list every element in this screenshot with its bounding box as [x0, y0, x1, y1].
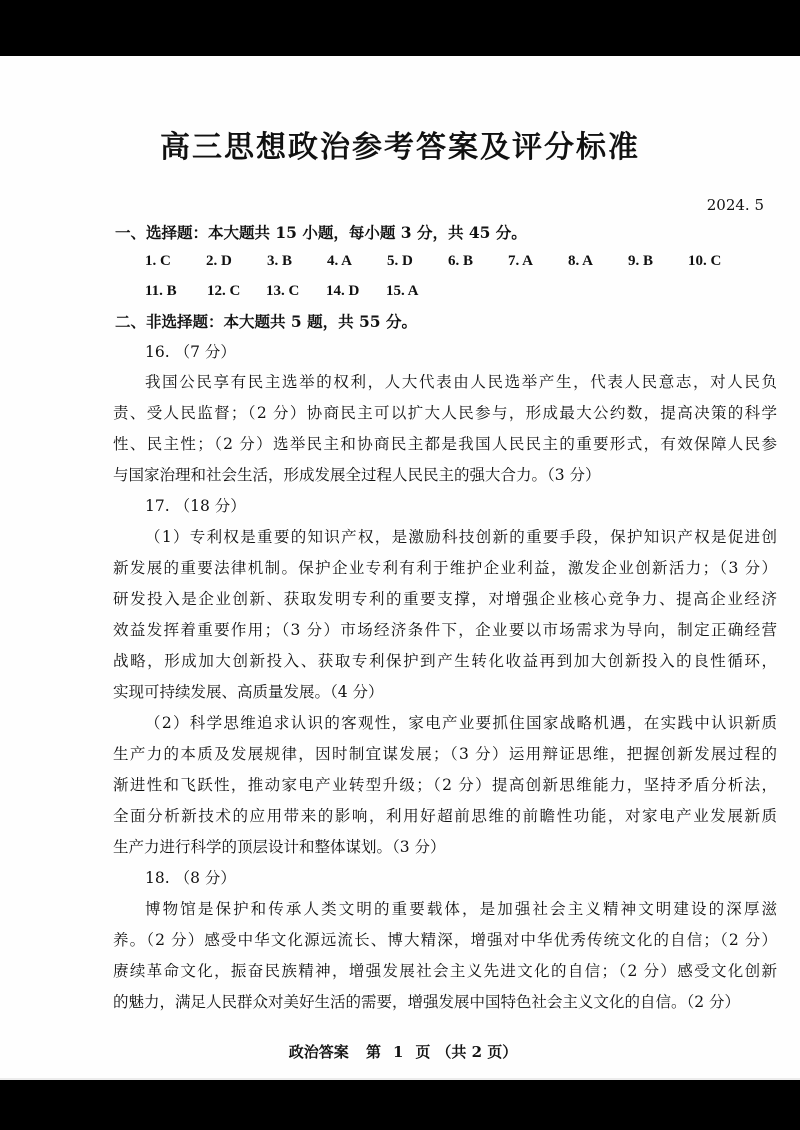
q17-part2-line: 生产力进行科学的顶层设计和整体谋划。（3 分） [113, 838, 446, 856]
answer-item: 2. D [206, 253, 232, 269]
answer-item: 3. B [267, 253, 293, 269]
answer-item: 1. C [145, 253, 171, 269]
answer-item: 15. A [386, 283, 419, 299]
answer-item: 14. D [326, 283, 360, 299]
q17-part1-line: 研发投入是企业创新、获取发明专利的重要支撑，对增强企业核心竞争力、提高企业经济 [113, 590, 777, 608]
document-date: 2024. 5 [706, 196, 764, 214]
q18-line: 赓续革命文化，振奋民族精神，增强发展社会主义先进文化的自信；（2 分）感受文化创新 [113, 962, 777, 980]
q16-label: 16. （7 分） [145, 343, 236, 361]
answer-item: 12. C [207, 283, 241, 299]
bottom-black-bar [0, 1080, 800, 1130]
top-black-bar [0, 0, 800, 56]
section2-heading: 二、非选择题：本大题共 5 题，共 55 分。 [115, 312, 417, 331]
footer-subject: 政治答案 [288, 1043, 349, 1061]
q17-part1-line: 新发展的重要法律机制。保护企业专利有利于维护企业利益，激发企业创新活力；（3 分） [113, 559, 777, 577]
q16-line: 我国公民享有民主选举的权利，人大代表由人民选举产生，代表人民意志，对人民负 [145, 373, 777, 391]
q16-line: 性、民主性；（2 分）选举民主和协商民主都是我国人民民主的重要形式，有效保障人民参 [113, 435, 777, 453]
q16-line: 责、受人民监督；（2 分）协商民主可以扩大人民参与，形成最大公约数，提高决策的科学 [113, 404, 777, 422]
q18-line: 的魅力，满足人民群众对美好生活的需要，增强发展中国特色社会主义文化的自信。（2 分） [113, 993, 741, 1011]
footer-page-prefix: 第 [365, 1043, 381, 1061]
q17-part2-line: （2）科学思维追求认识的客观性，家电产业要抓住国家战略机遇，在实践中认识新质 [145, 714, 777, 732]
q17-part2-line: 生产力的本质及发展规律，因时制宜谋发展；（3 分）运用辩证思维，把握创新发展过程的 [113, 745, 777, 763]
q17-part2-line: 渐进性和飞跃性，推动家电产业转型升级；（2 分）提高创新思维能力，坚持矛盾分析法， [113, 776, 777, 794]
answer-item: 4. A [327, 253, 353, 269]
footer-total-pages: （共 2 页） [436, 1043, 518, 1061]
q17-part1-line: 实现可持续发展、高质量发展。（4 分） [113, 683, 384, 701]
footer-page-number: 1 [392, 1043, 404, 1061]
answer-item: 8. A [568, 253, 594, 269]
answer-item: 11. B [145, 283, 177, 299]
q18-label: 18. （8 分） [145, 869, 236, 887]
q17-part1-line: 效益发挥着重要作用；（3 分）市场经济条件下，企业要以市场需求为导向，制定正确经营 [113, 621, 777, 639]
answer-item: 10. C [688, 253, 722, 269]
q16-line: 与国家治理和社会生活，形成发展全过程人民民主的强大合力。（3 分） [113, 466, 601, 484]
q17-part1-line: 战略，形成加大创新投入、获取专利保护到产生转化收益再到加大创新投入的良性循环， [113, 652, 777, 670]
answer-item: 9. B [628, 253, 654, 269]
document-page [0, 56, 800, 1080]
q17-part2-line: 全面分析新技术的应用带来的影响，利用好超前思维的前瞻性功能，对家电产业发展新质 [113, 807, 777, 825]
answer-item: 6. B [448, 253, 474, 269]
answer-item: 5. D [387, 253, 413, 269]
q18-line: 博物馆是保护和传承人类文明的重要载体，是加强社会主义精神文明建设的深厚滋 [145, 900, 777, 918]
page-footer [0, 1041, 800, 1062]
q17-part1-line: （1）专利权是重要的知识产权，是激励科技创新的重要手段，保护知识产权是促进创 [145, 528, 777, 546]
q18-line: 养。（2 分）感受中华文化源远流长、博大精深，增强对中华优秀传统文化的自信；（2 分） [113, 931, 777, 949]
section1-heading: 一、选择题：本大题共 15 小题，每小题 3 分，共 45 分。 [115, 223, 527, 242]
answer-item: 7. A [508, 253, 534, 269]
answer-item: 13. C [266, 283, 300, 299]
footer-page-suffix: 页 [415, 1043, 431, 1061]
q17-label: 17. （18 分） [145, 497, 246, 515]
page-title: 高三思想政治参考答案及评分标准 [160, 130, 640, 165]
